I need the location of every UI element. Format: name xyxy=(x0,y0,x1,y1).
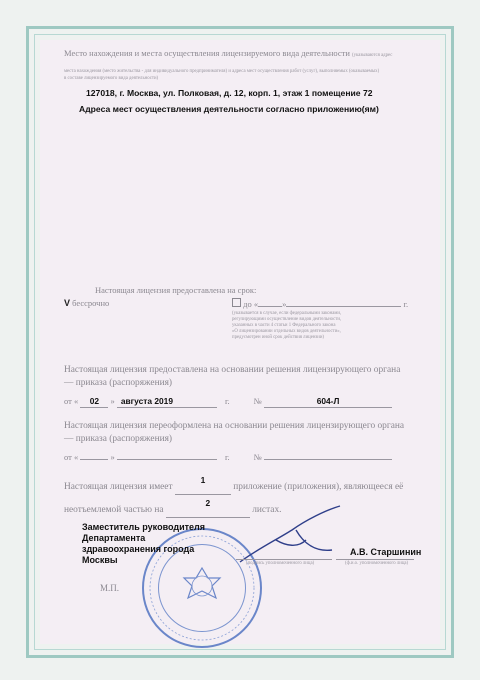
basis-num-label: № xyxy=(253,396,262,406)
position-l4: Москвы xyxy=(82,555,118,565)
basis-text xyxy=(64,364,424,390)
basis-month-year: августа 2019 xyxy=(120,396,173,406)
signatory-position xyxy=(82,522,205,566)
addresses-note: Адреса мест осуществления деятельности согласно приложению(ям) xyxy=(79,104,379,114)
basis-from: от « xyxy=(64,396,79,406)
basis-day: 02 xyxy=(89,396,100,406)
appendix-l2-post: листах. xyxy=(252,505,282,515)
name-caption: (ф.и.о. уполномоченного лица) xyxy=(345,561,409,566)
until-label: до « xyxy=(243,299,259,309)
term-until xyxy=(232,298,422,310)
term-note-l2: регулирующими осуществление видов деятельности, xyxy=(232,317,342,322)
position-l1: Заместитель руководителя xyxy=(82,522,205,532)
basis-year-suffix: г. xyxy=(224,396,230,406)
header-line2: места нахождения (место жительства - для индивидуального предпринимателя) и адреса мест осуществления работ (услуг), выполняемых (оказываемых) xyxy=(64,69,380,74)
term-note-l1: (указывается в случае, если федеральными законами, xyxy=(232,311,342,316)
name-line xyxy=(336,559,414,560)
until-mid: » xyxy=(282,299,287,309)
reissue-l1: Настоящая лицензия переоформлена на основании решения лицензирующего органа xyxy=(64,421,405,431)
reissue-num-label: № xyxy=(253,452,262,462)
reissue-year-suffix: г. xyxy=(224,452,230,462)
reissue-l2: — приказа (распоряжения) xyxy=(64,434,173,444)
term-indefinite xyxy=(64,298,109,309)
appendix-pages: 2 xyxy=(205,498,211,508)
check-mark-icon: V xyxy=(64,298,71,308)
basis-date-line xyxy=(64,396,414,408)
term-label: Настоящая лицензия предоставлена на срок: xyxy=(95,285,257,295)
position-l2: Департамента xyxy=(82,533,146,543)
indefinite-label: бессрочно xyxy=(72,298,110,308)
basis-l1: Настоящая лицензия предоставлена на основании решения лицензирующего органа xyxy=(64,365,401,375)
term-note-l3: указанных в части 4 статьи 1 Федерального закона xyxy=(232,323,336,328)
signatory-name: А.В. Старшинин xyxy=(350,547,422,557)
position-l3: здравоохранения города xyxy=(82,544,195,554)
term-note-l5: предусмотрен иной срок действия лицензии) xyxy=(232,335,325,340)
address-line: 127018, г. Москва, ул. Полковая, д. 12, корп. 1, этаж 1 помещение 72 xyxy=(86,88,373,98)
basis-number: 604-Л xyxy=(316,396,340,406)
appendix-l1-pre: Настоящая лицензия имеет xyxy=(64,482,173,492)
appendix-count: 1 xyxy=(200,475,206,485)
mp-label: М.П. xyxy=(100,583,120,593)
reissue-close-q: » xyxy=(110,452,115,462)
header-line3: в составе лицензируемого вида деятельности) xyxy=(64,76,159,81)
appendix-l1-post: приложение (приложения), являющееся её xyxy=(233,482,404,492)
checkbox-icon xyxy=(232,298,241,307)
header-line1 xyxy=(64,48,414,59)
reissue-from: от « xyxy=(64,452,79,462)
header-line1-note: (указываются адрес xyxy=(352,53,393,58)
term-note xyxy=(232,311,402,341)
signature-line xyxy=(236,559,332,560)
term-note-l4: «О лицензировании отдельных видов деятельности», xyxy=(232,329,341,334)
appendix-line1 xyxy=(64,475,424,495)
reissue-text xyxy=(64,420,424,446)
basis-l2: — приказа (распоряжения) xyxy=(64,378,173,388)
until-year-suffix: г. xyxy=(403,299,409,309)
basis-close-q: » xyxy=(110,396,115,406)
appendix-l2-pre: неотъемлемой частью на xyxy=(64,505,164,515)
header-line1-text: Место нахождения и места осуществления лицензируемого вида деятельности xyxy=(64,48,350,58)
signature-caption: (подпись уполномоченного лица) xyxy=(246,561,315,566)
reissue-date-line xyxy=(64,452,414,463)
